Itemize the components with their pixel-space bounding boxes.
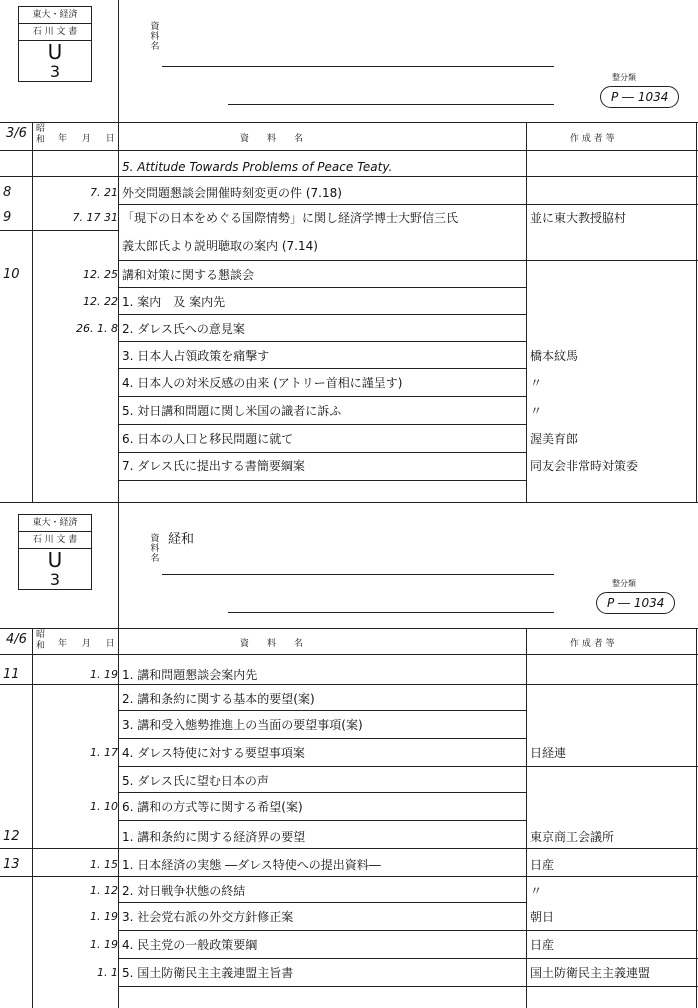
- list-item: 1. 10 6. 講和の方式等に関する希望(案): [0, 796, 698, 818]
- entry-title: 5. ダレス氏に望む日本の声: [122, 774, 269, 788]
- class-label: 整分類: [612, 579, 636, 588]
- list-item: 1. 19 4. 民主党の一般政策要綱 日産: [0, 934, 698, 956]
- list-item: 13 1. 15 1. 日本経済の実態 ―ダレス特使への提出資料― 日産: [0, 854, 698, 876]
- entry-title: 5. 国土防衛民主主義連盟主旨書: [122, 966, 294, 980]
- list-item: [0, 235, 698, 257]
- field-label: 資 料 名: [150, 22, 160, 52]
- stamp-collection: 石 川 文 書: [19, 24, 91, 41]
- list-item: [0, 714, 698, 736]
- stamp-number: 3: [49, 570, 61, 589]
- list-item: 26. 1. 8 2. ダレス氏への意見案: [0, 318, 698, 340]
- list-item: 8 7. 21 外交問題懇談会開催時刻変更の件 (7.18): [0, 182, 698, 204]
- stamp-series: U: [47, 548, 63, 572]
- list-item: 10 12. 25 講和対策に関する懇談会: [0, 264, 698, 286]
- entry-title: 7. ダレス氏に提出する書簡要綱案: [122, 459, 305, 473]
- entry-title: 3. 講和受入態勢推進上の当面の要望事項(案): [122, 718, 363, 732]
- class-label: 整分類: [612, 73, 636, 82]
- list-item: 4. 日本人の対米反感の由来 (アトリー首相に謹呈す) 〃: [0, 372, 698, 394]
- class-number: P ― 1034: [596, 592, 675, 614]
- list-item: 1. 19 3. 社会党右派の外交方針修正案 朝日: [0, 906, 698, 928]
- author-header: 作 成 者 等: [570, 639, 615, 649]
- date-header: 年 月 日: [58, 639, 115, 649]
- entry-title: 講和対策に関する懇談会: [122, 268, 255, 282]
- entry-title: 2. ダレス氏への意見案: [122, 322, 245, 336]
- list-item: 6. 日本の人口と移民問題に就て 渥美育郎: [0, 428, 698, 450]
- list-item: [0, 770, 698, 792]
- entry-title: 4. ダレス特使に対する要望事項案: [122, 746, 305, 760]
- list-item: 9 7. 17 31 「現下の日本をめぐる国際情勢」に関し経済学博士大野信三氏 並に東大教授脇村: [0, 207, 698, 229]
- entry-title: 2. 対日戦争状態の終結: [122, 884, 246, 898]
- list-item: [0, 156, 698, 178]
- entry-title: 5. Attitude Towards Problems of Peace Teaty.: [122, 160, 393, 174]
- stamp-institution: 東大・経済: [19, 7, 91, 24]
- entry-title: 5. 対日講和問題に関し米国の識者に訴ふ: [122, 404, 342, 418]
- stamp-series: U: [47, 40, 63, 64]
- archive-stamp: [18, 6, 92, 82]
- author-header: 作 成 者 等: [570, 134, 615, 144]
- entry-title: 外交問題懇談会開催時刻変更の件 (7.18): [122, 186, 342, 200]
- title-header: 資 料 名: [240, 639, 304, 649]
- page-number: 3/6: [6, 126, 27, 141]
- list-item: 7. ダレス氏に提出する書簡要綱案 同友会非常時対策委: [0, 455, 698, 477]
- list-item: 5. 対日講和問題に関し米国の識者に訴ふ 〃: [0, 400, 698, 422]
- era-label: 昭 和: [36, 124, 46, 145]
- entry-title: 「現下の日本をめぐる国際情勢」に関し経済学博士大野信三氏: [122, 211, 459, 225]
- entry-title: 4. 民主党の一般政策要綱: [122, 938, 258, 952]
- entry-title: 1. 講和条約に関する経済界の要望: [122, 830, 306, 844]
- entry-title: 6. 日本の人口と移民問題に就て: [122, 432, 294, 446]
- list-item: [0, 688, 698, 710]
- list-item: 1. 12 2. 対日戦争状態の終結 〃: [0, 880, 698, 902]
- field-label: 資 料 名: [150, 534, 160, 564]
- list-item: 3. 日本人占領政策を痛撃す 橋本紋馬: [0, 345, 698, 367]
- page-number: 4/6: [6, 632, 27, 647]
- archive-stamp: [18, 514, 92, 590]
- date-header: 年 月 日: [58, 134, 115, 144]
- entry-title: 2. 講和条約に関する基本的要望(案): [122, 692, 315, 706]
- entry-title: 1. 日本経済の実態 ―ダレス特使への提出資料―: [122, 858, 381, 872]
- list-item: 12. 22 1. 案内 及 案内先: [0, 291, 698, 313]
- stamp-institution: 東大・経済: [19, 515, 91, 532]
- entry-title: 4. 日本人の対米反感の由来 (アトリー首相に謹呈す): [122, 376, 403, 390]
- list-item: 1. 17 4. ダレス特使に対する要望事項案 日経連: [0, 742, 698, 764]
- stamp-number: 3: [49, 62, 61, 81]
- field-value: 経和: [168, 532, 195, 547]
- class-number: P ― 1034: [600, 86, 679, 108]
- entry-title: 3. 社会党右派の外交方針修正案: [122, 910, 294, 924]
- list-item: 12 1. 講和条約に関する経済界の要望 東京商工会議所: [0, 826, 698, 848]
- entry-title: 1. 講和問題懇談会案内先: [122, 668, 258, 682]
- stamp-collection: 石 川 文 書: [19, 532, 91, 549]
- entry-title: 1. 案内 及 案内先: [122, 295, 226, 309]
- era-label: 昭 和: [36, 630, 46, 651]
- entry-title: 6. 講和の方式等に関する希望(案): [122, 800, 303, 814]
- entry-title: 義太郎氏より説明聴取の案内 (7.14): [122, 239, 318, 253]
- list-item: 11 1. 19 1. 講和問題懇談会案内先: [0, 664, 698, 686]
- entry-title: 3. 日本人占領政策を痛撃す: [122, 349, 270, 363]
- list-item: 1. 1 5. 国土防衛民主主義連盟主旨書 国土防衛民主主義連盟: [0, 962, 698, 984]
- title-header: 資 料 名: [240, 134, 304, 144]
